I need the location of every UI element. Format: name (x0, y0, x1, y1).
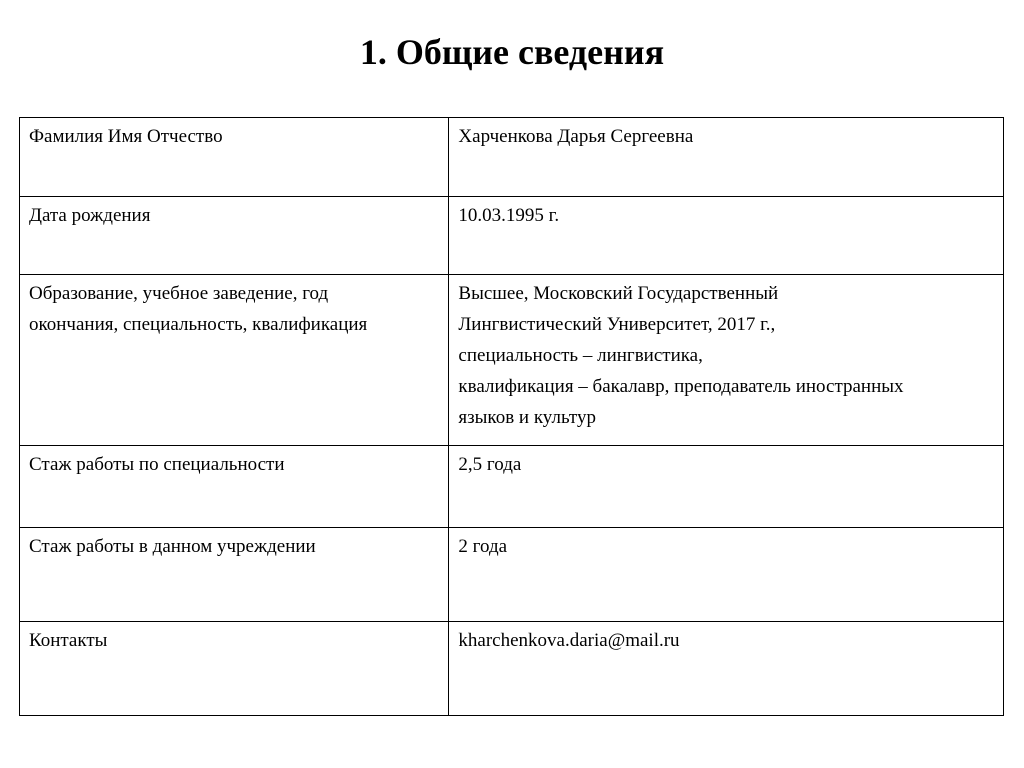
row-value-line: Лингвистический Университет, 2017 г., (458, 314, 776, 335)
row-value-line: 10.03.1995 г. (458, 205, 560, 226)
table-row-full-name (20, 118, 1004, 197)
row-value-full-name (449, 118, 1004, 197)
row-label-contacts (20, 622, 449, 716)
row-value-education (449, 275, 1004, 446)
row-value-specialty-experience (449, 446, 1004, 528)
row-label-line: Контакты (29, 630, 108, 651)
page-title: 1. Общие сведения (359, 32, 665, 72)
row-label-line: Фамилия Имя Отчество (29, 126, 223, 147)
row-label-line: Стаж работы по специальности (29, 454, 285, 475)
row-label-specialty-experience (20, 446, 449, 528)
table-row-birth-date (20, 197, 1004, 275)
row-label-line: Стаж работы в данном учреждении (29, 536, 316, 557)
contact-email: kharchenkova.daria@mail.ru (458, 630, 680, 651)
row-value-line: 2 года (458, 536, 508, 557)
general-info-table (19, 117, 1004, 716)
row-value-line: языков и культур (458, 407, 596, 428)
table-row-specialty-experience (20, 446, 1004, 528)
row-label-full-name (20, 118, 449, 197)
row-label-institution-experience (20, 528, 449, 622)
table-row-education (20, 275, 1004, 446)
row-label-education (20, 275, 449, 446)
row-value-institution-experience (449, 528, 1004, 622)
row-label-line: окончания, специальность, квалификация (29, 314, 368, 335)
table-row-institution-experience (20, 528, 1004, 622)
row-value-contacts (449, 622, 1004, 716)
table-row-contacts (20, 622, 1004, 716)
row-label-line: Образование, учебное заведение, год (29, 283, 329, 304)
row-label-birth-date (20, 197, 449, 275)
row-value-line: Харченкова Дарья Сергеевна (458, 126, 694, 147)
row-value-line: 2,5 года (458, 454, 522, 475)
row-value-birth-date (449, 197, 1004, 275)
row-label-line: Дата рождения (29, 205, 151, 226)
row-value-line: Высшее, Московский Государственный (458, 283, 779, 304)
row-value-line: квалификация – бакалавр, преподаватель иностранных (458, 376, 904, 397)
row-value-line: специальность – лингвистика, (458, 345, 703, 366)
